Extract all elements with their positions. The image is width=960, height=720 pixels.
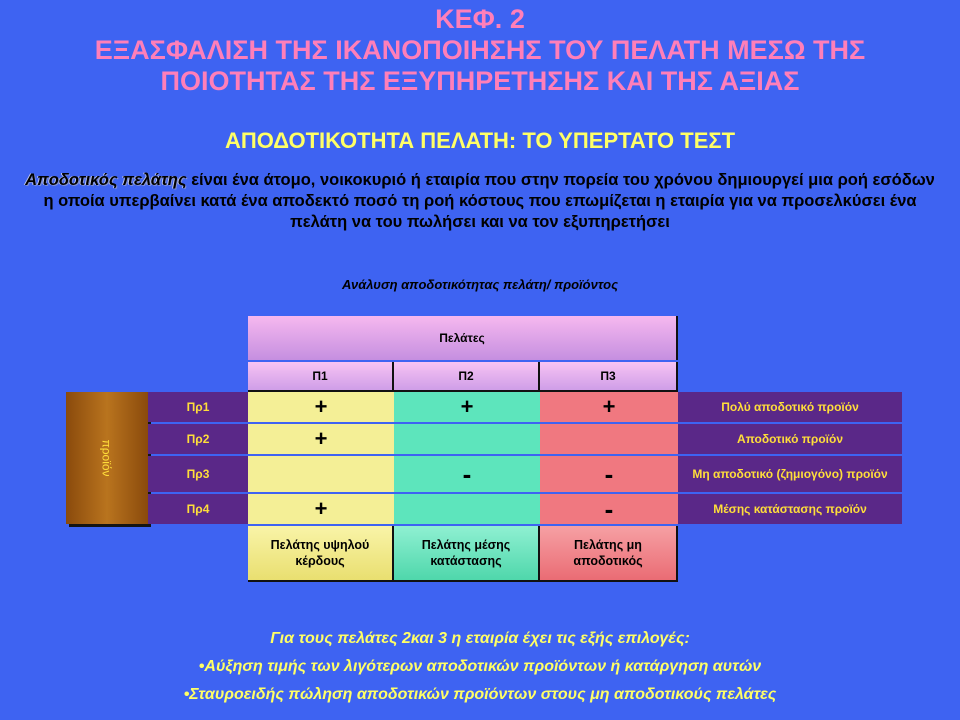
table-cell [248, 456, 394, 492]
option-bullet-2: •Σταυροειδής πώληση αποδοτικών προϊόντων στους μη αποδοτικούς πελάτες [183, 686, 777, 703]
slide-title [0, 4, 960, 97]
chapter-title: ΚΕΦ. 2 [435, 4, 525, 34]
customer-type-high-profit: Πελάτης υψηλού κέρδους [248, 526, 394, 582]
row-label-pr4: Πρ4 [148, 494, 248, 524]
table-cell: + [248, 424, 394, 454]
table-cell: + [540, 392, 678, 422]
table-cell: + [248, 392, 394, 422]
section-subtitle: ΑΠΟΔΟΤΙΚΟΤΗΤΑ ΠΕΛΑΤΗ: ΤΟ ΥΠΕΡΤΑΤΟ ΤΕΣΤ [224, 128, 736, 153]
option-bullet-1: •Αύξηση τιμής των λιγότερων αποδοτικών προϊόντων ή κατάργηση αυτών [198, 658, 762, 675]
products-side-label: προϊόν [100, 439, 114, 477]
column-header-p3: Π3 [540, 362, 678, 392]
definition-text: είναι ένα άτομο, νοικοκυριό ή εταιρία που στην πορεία του χρόνου δημιουργεί μια ροή εσόδων η οποία υπερβαίνει κατά ένα αποδεκτό ποσό τη ροή κόστους που επωμίζεται η εταιρία για να προσελκύσει ένα πελάτη να του πωλήσει και να τον εξυπηρετήσει [43, 171, 935, 231]
row-label-pr1: Πρ1 [148, 392, 248, 422]
row-label-pr2: Πρ2 [148, 424, 248, 454]
analysis-title: Ανάλυση αποδοτικότητας πελάτη/ προϊόντος [341, 277, 619, 292]
title-line-3: ΠΟΙΟΤΗΤΑΣ ΤΗΣ ΕΞΥΠΗΡΕΤΗΣΗΣ ΚΑΙ ΤΗΣ ΑΞΙΑΣ [160, 66, 800, 96]
table-cell [394, 494, 540, 524]
table-cell: + [394, 392, 540, 422]
definition-term: Αποδοτικός πελάτης [25, 171, 187, 189]
row-description-pr3: Μη αποδοτικό (ζημιογόνο) προϊόν [678, 456, 902, 492]
customer-type-medium: Πελάτης μέσης κατάστασης [394, 526, 540, 582]
row-label-pr3: Πρ3 [148, 456, 248, 492]
table-cell: - [540, 456, 678, 492]
row-description-pr2: Αποδοτικό προϊόν [678, 424, 902, 454]
row-description-pr4: Μέσης κατάστασης προϊόν [678, 494, 902, 524]
products-side-header [66, 392, 148, 524]
row-description-pr1: Πολύ αποδοτικό προϊόν [678, 392, 902, 422]
customer-type-unprofitable: Πελάτης μη αποδοτικός [540, 526, 678, 582]
column-header-p2: Π2 [394, 362, 540, 392]
column-header-p1: Π1 [248, 362, 394, 392]
table-cell: - [540, 494, 678, 524]
customers-header: Πελάτες [248, 316, 678, 360]
table-cell: - [394, 456, 540, 492]
options-intro: Για τους πελάτες 2και 3 η εταιρία έχει τις εξής επιλογές: [270, 630, 690, 647]
table-cell [540, 424, 678, 454]
table-cell [394, 424, 540, 454]
definition-paragraph [22, 170, 938, 233]
title-line-2: ΕΞΑΣΦΑΛΙΣΗ ΤΗΣ ΙΚΑΝΟΠΟΙΗΣΗΣ ΤΟΥ ΠΕΛΑΤΗ ΜΕΣΩ ΤΗΣ [94, 35, 866, 65]
table-cell: + [248, 494, 394, 524]
